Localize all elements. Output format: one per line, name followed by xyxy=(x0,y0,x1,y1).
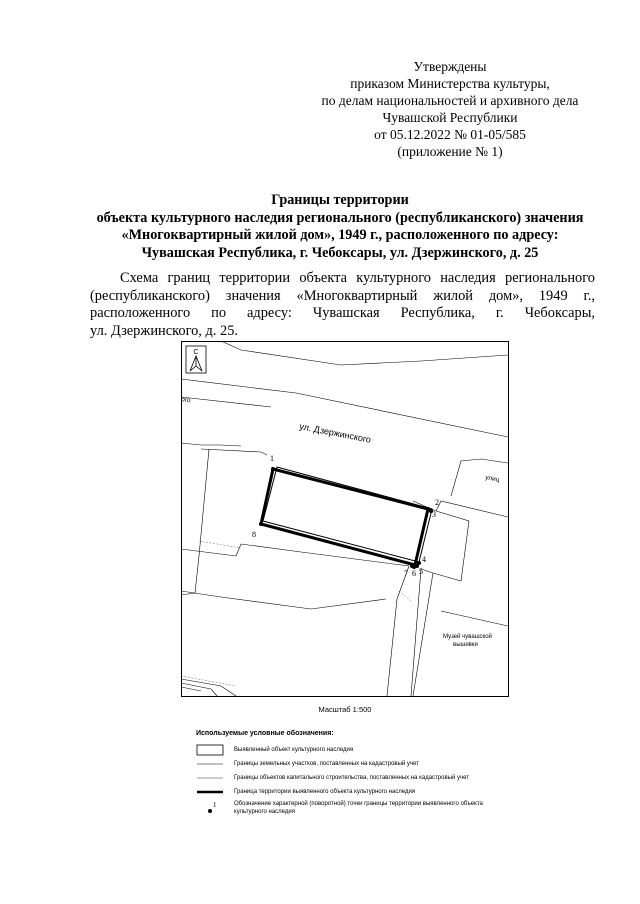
point-label: 6 xyxy=(412,569,416,578)
approval-line: по делам национальностей и архивного дела xyxy=(321,93,579,108)
legend-point-number: 1 xyxy=(213,801,217,809)
legend-title: Используемые условные обозначения: xyxy=(196,730,334,737)
approval-line: от 05.12.2022 № 01-05/585 xyxy=(374,127,526,142)
point-marker xyxy=(271,467,275,471)
scheme-description xyxy=(90,270,595,340)
point-label: 2 xyxy=(435,498,439,507)
street-edge-label: ого xyxy=(181,396,192,405)
museum-label: вышивки xyxy=(453,642,478,648)
legend-item xyxy=(196,786,516,800)
legend-item xyxy=(196,758,516,772)
legend-point-symbol xyxy=(196,800,224,816)
approval-line: Утверждены xyxy=(413,59,487,74)
street-edge-label: улиц xyxy=(484,474,500,484)
legend-item xyxy=(196,772,516,786)
approval-block xyxy=(300,58,600,160)
title-line: «Многоквартирный жилой дом», 1949 г., расположенного по адресу: xyxy=(121,227,559,243)
point-label: 3 xyxy=(432,510,436,519)
legend-item xyxy=(196,744,516,758)
point-label: 1 xyxy=(270,454,274,463)
legend-label: Граница территории выявленного объекта культурного наследия xyxy=(234,789,416,795)
approval-line: приказом Министерства культуры, xyxy=(350,76,550,91)
legend-label: Границы земельных участков, поставленных на кадастровый учет xyxy=(234,761,419,767)
legend-parcel-line-symbol xyxy=(196,758,224,770)
north-label: С xyxy=(193,349,199,356)
legend-label: Выявленный объект культурного наследия xyxy=(234,747,354,753)
point-marker xyxy=(410,564,414,568)
north-arrow-icon xyxy=(186,346,206,373)
street-label: ул. Дзержинского xyxy=(298,421,372,445)
description-line: расположенного по адресу: Чувашская Республика, г. Чебоксары, xyxy=(90,305,595,321)
legend-item xyxy=(196,800,516,820)
legend-label: Границы объектов капитального строительства, поставленных на кадастровый учет xyxy=(234,775,469,781)
map-scale: Масштаб 1:500 xyxy=(318,705,372,714)
legend-boundary-symbol xyxy=(196,786,224,798)
approval-line: Чувашской Республики xyxy=(382,110,518,125)
document-title xyxy=(40,192,640,262)
description-line: Схема границ территории объекта культурного наследия регионального xyxy=(120,270,595,286)
legend-building-line-symbol xyxy=(196,772,224,784)
point-label: 5 xyxy=(419,567,423,576)
boundary-map xyxy=(181,341,509,697)
legend-label: Обозначение характерной (поворотной) точки границы территории выявленного объекта культурного наследия xyxy=(234,801,483,815)
title-line: Границы территории xyxy=(271,192,409,208)
title-line: объекта культурного наследия регионального (республиканского) значения xyxy=(96,209,584,226)
point-label: 7 xyxy=(404,569,408,578)
legend-object-symbol xyxy=(196,744,224,756)
title-line: Чувашская Республика, г. Чебоксары, ул. Дзержинского, д. 25 xyxy=(141,244,539,261)
museum-label: Музей чувашской xyxy=(443,634,492,640)
description-line: (республиканского) значения «Многоквартирный жилой дом», 1949 г., xyxy=(90,287,595,304)
point-marker xyxy=(259,522,263,526)
point-label: 8 xyxy=(252,530,256,539)
point-label: 4 xyxy=(422,555,426,564)
approval-line: (приложение № 1) xyxy=(397,144,503,159)
description-line: ул. Дзержинского, д. 25. xyxy=(90,322,239,339)
legend xyxy=(196,730,516,820)
